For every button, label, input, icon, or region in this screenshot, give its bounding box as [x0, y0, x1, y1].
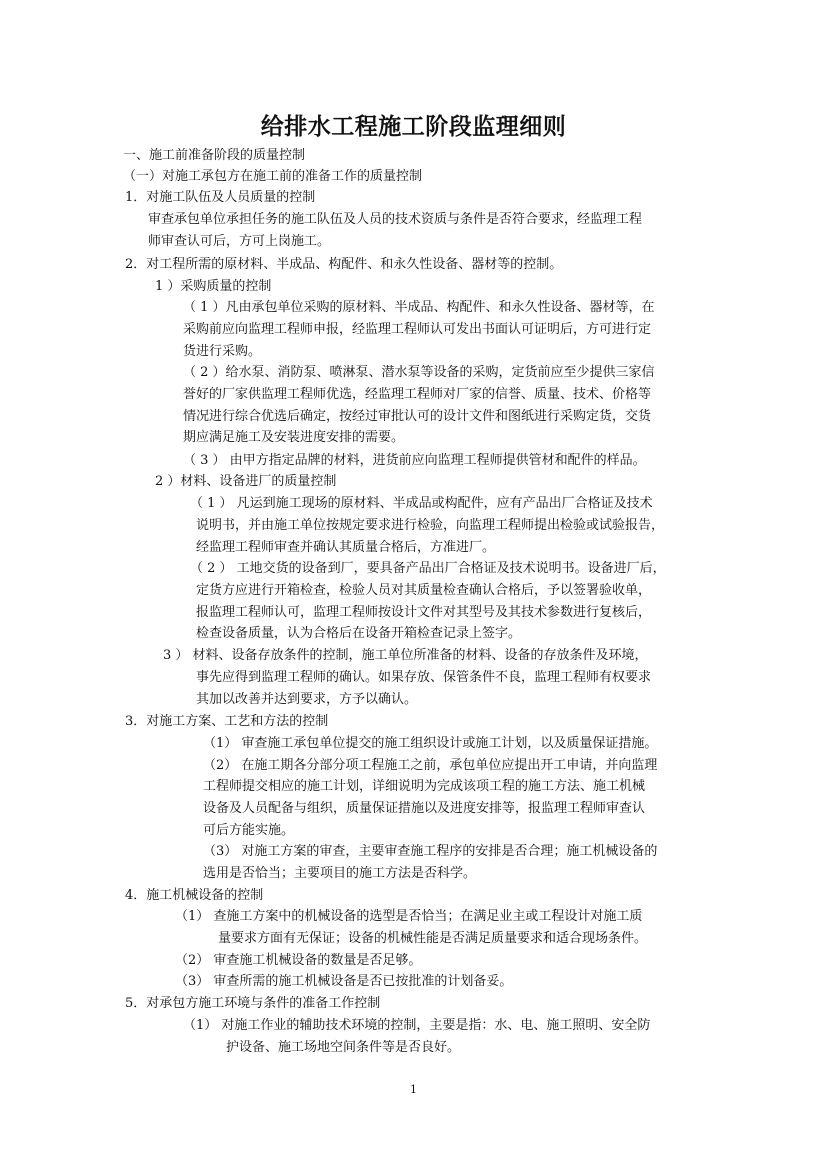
text-line: 一、施工前准备阶段的质量控制 — [123, 148, 306, 163]
text-line: 报监理工程师认可，监理工程师按设计文件对其型号及其技术参数进行复核后， — [196, 605, 652, 620]
text-line: （ 2 ） 工地交货的设备到厂，要具备产品出厂合格证及技术说明书。设备进厂后， — [190, 561, 666, 576]
text-line: （3） 对施工方案的审查，主要审查施工程序的安排是否合理；施工机械设备的 — [203, 844, 658, 859]
document-title: 给排水工程施工阶段监理细则 — [260, 113, 567, 140]
text-line: 量要求方面有无保证；设备的机械性能是否满足质量要求和适合现场条件。 — [218, 931, 648, 946]
text-line: 设备及人员配备与组织，质量保证措施以及进度安排等，报监理工程师审查认 — [203, 801, 646, 816]
text-line: 护设备、施工场地空间条件等是否良好。 — [226, 1040, 461, 1055]
text-line: 3．对施工方案、工艺和方法的控制 — [125, 714, 329, 729]
text-line: 选用是否恰当；主要项目的施工方法是否科学。 — [203, 866, 477, 881]
text-line: 1 ）采购质量的控制 — [155, 279, 272, 294]
text-line: 师审查认可后，方可上岗施工。 — [148, 234, 331, 249]
text-line: 货进行采购。 — [183, 344, 262, 359]
text-line: （一）对施工承包方在施工前的准备工作的质量控制 — [123, 169, 423, 184]
text-line: 事先应得到监理工程师的确认。如果存放、保管条件不良，监理工程师有权要求 — [196, 670, 652, 685]
text-line: 3 ） 材料、设备存放条件的控制，施工单位所准备的材料、设备的存放条件及环境， — [163, 648, 648, 663]
text-line: （ 2 ）给水泵、消防泵、喷淋泵、潜水泵等设备的采购，定货前应至少提供三家信 — [183, 365, 655, 380]
text-line: 采购前应向监理工程师申报，经监理工程师认可发出书面认可证明后，方可进行定 — [183, 322, 652, 337]
text-line: （ 1 ）凡由承包单位采购的原材料、半成品、构配件、和永久性设备、器材等，在 — [183, 300, 655, 315]
text-line: 1．对施工队伍及人员质量的控制 — [125, 190, 316, 205]
text-line: 经监理工程师审查并确认其质量合格后，方准进厂。 — [196, 540, 496, 555]
text-line: 可后方能实施。 — [203, 823, 295, 838]
text-line: 定货方应进行开箱检查，检验人员对其质量检查确认合格后，予以签署验收单， — [196, 583, 652, 598]
text-line: （3） 审查所需的施工机械设备是否已按批准的计划备妥。 — [175, 974, 513, 989]
text-line: 检查设备质量，认为合格后在设备开箱检查记录上签字。 — [196, 626, 522, 641]
text-line: 誉好的厂家供监理工程师优选，经监理工程师对厂家的信誉、质量、技术、价格等 — [183, 387, 652, 402]
text-line: 4．施工机械设备的控制 — [125, 888, 264, 903]
text-line: （ 3 ） 由甲方指定品牌的材料，进货前应向监理工程师提供管材和配件的样品。 — [183, 453, 646, 468]
text-line: 情况进行综合优选后确定，按经过审批认可的设计文件和图纸进行采购定货，交货 — [183, 409, 652, 424]
text-line: （ 1 ） 凡运到施工现场的原材料、半成品或构配件，应有产品出厂合格证及技术 — [190, 496, 653, 511]
text-line: 其加以改善并达到要求，方予以确认。 — [196, 692, 418, 707]
text-line: 5．对承包方施工环境与条件的准备工作控制 — [125, 996, 381, 1011]
text-line: （2） 审查施工机械设备的数量是否足够。 — [175, 953, 422, 968]
text-line: 工程师提交相应的施工计划，详细说明为完成该项工程的施工方法、施工机械 — [203, 779, 646, 794]
page-number: 1 — [410, 1083, 417, 1096]
text-line: 2．对工程所需的原材料、半成品、构配件、和永久性设备、器材等的控制。 — [125, 257, 563, 272]
text-line: 说明书，并由施工单位按规定要求进行检验，向监理工程师提出检验或试验报告， — [196, 518, 665, 533]
text-line: （1） 对施工作业的辅助技术环境的控制，主要是指：水、电、施工照明、安全防 — [183, 1018, 651, 1033]
text-line: （2） 在施工期各分部分项工程施工之前，承包单位应提出开工申请，并向监理 — [203, 758, 658, 773]
text-line: （1） 审查施工承包单位提交的施工组织设计或施工计划，以及质量保证措施。 — [203, 736, 658, 751]
text-line: 期应满足施工及安装进度安排的需要。 — [183, 430, 405, 445]
text-line: （1） 查施工方案中的机械设备的选型是否恰当；在满足业主或工程设计对施工质 — [175, 909, 643, 924]
text-line: 2 ）材料、设备进厂的质量控制 — [155, 474, 337, 489]
text-line: 审查承包单位承担任务的施工队伍及人员的技术资质与条件是否符合要求，经监理工程 — [148, 212, 643, 227]
